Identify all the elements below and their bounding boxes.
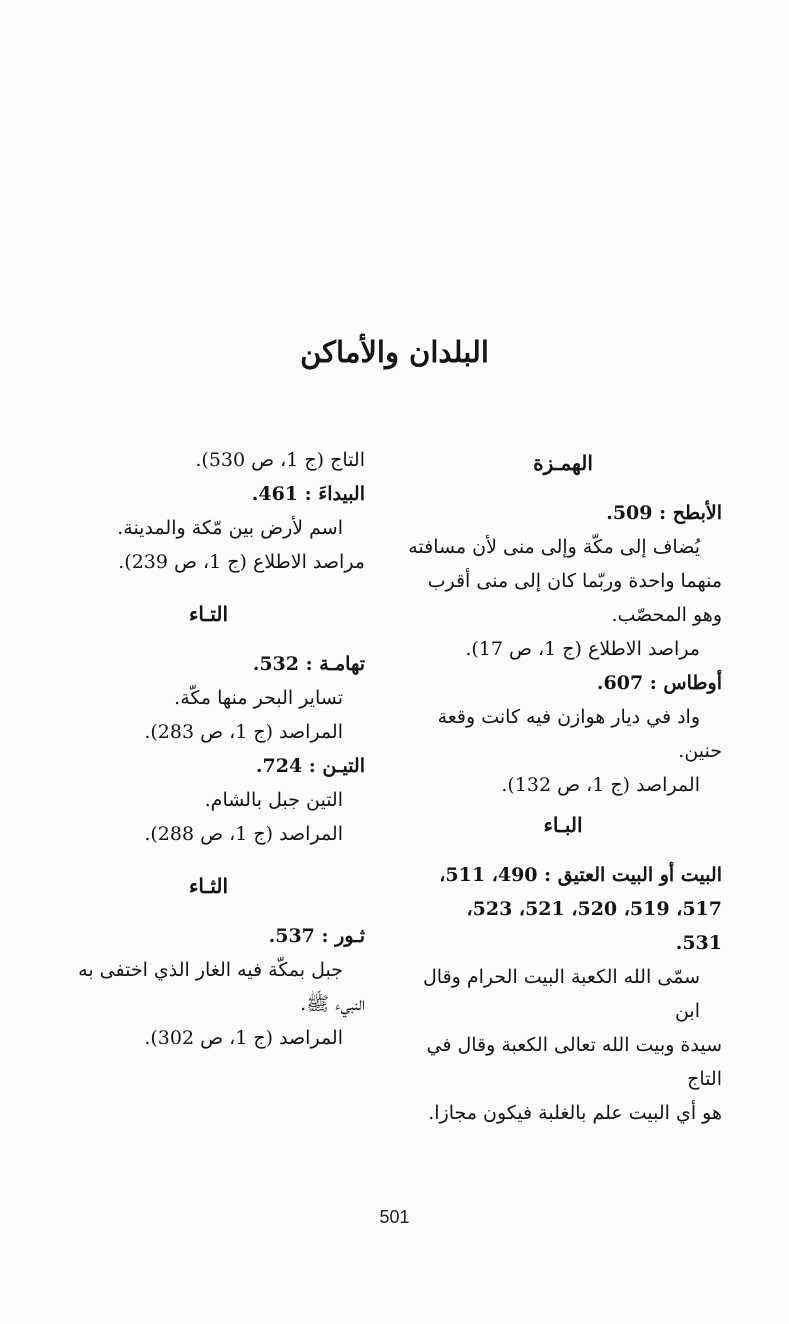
entry-text: وهو المحصّب. [611,604,722,626]
entry-reference: مراصد الاطلاع (ج 1، ص 17). [465,638,700,660]
left-column [40,443,365,1055]
entry-reference: المراصد (ج 1، ص 288). [144,823,343,845]
entry-text: يُضاف إلى مكّة وإلى منى لأن مسافته [408,536,700,558]
entry-heading: الأبطح : 509. [606,502,722,524]
entry-bayt [404,858,722,1130]
entry-text: واد في ديار هوازن فيه كانت وقعة [437,706,700,728]
entry-heading: أوطاس : 607. [596,672,722,694]
section-heading-ba: البـاء [543,813,583,837]
entry-heading: 531. [675,932,722,954]
entry-heading: تهامـة : 532. [252,653,365,675]
entry-text: حنين. [678,740,722,762]
entry-reference: المراصد (ج 1، ص 132). [501,774,700,796]
section-heading-tha: الثـاء [188,874,229,898]
entry-text: اسم لأرض بين مّكة والمدينة. [117,517,343,539]
entry-bayda [40,477,365,579]
section-heading-hamza: الهمـزة [533,451,593,475]
entry-text: سمّى الله الكعبة البيت الحرام وقال ابن [422,966,700,1022]
entry-text: سيدة وبيت الله تعالى الكعبة وقال في التاج [426,1034,722,1090]
entry-text: التين جبل بالشام. [204,789,343,811]
entry-heading: 517، 519، 520، 521، 523، [466,898,722,920]
entry-reference: المراصد (ج 1، ص 283). [144,721,343,743]
entry-text: منهما واحدة وربّما كان إلى منى أقرب [427,570,722,592]
page-title: البلدان والأماكن [300,335,489,369]
page-number: 501 [379,1207,410,1227]
entry-abtah [404,496,722,666]
entry-tihama [40,647,365,749]
entry-reference: مراصد الاطلاع (ج 1، ص 239). [118,551,365,573]
entry-text: جبل بمكّة فيه الغار الذي اختفى به [78,959,343,981]
entry-heading: التيـن : 724. [255,755,365,777]
entry-reference: المراصد (ج 1، ص 302). [144,1027,343,1049]
right-column [404,440,722,1130]
entry-text: تساير البحر منها مكّة. [174,687,343,709]
entry-reference: التاج (ج 1، ص 530). [195,449,365,471]
entry-heading: البيت أو البيت العتيق : 490، 511، [439,864,722,886]
entry-awtas [404,666,722,802]
entry-text: هو أي البيت علم بالغلبة فيكون مجازا. [428,1102,722,1124]
entry-heading: ثـور : 537. [268,925,365,947]
entry-heading: البيداءَ : 461. [251,483,365,505]
entry-thawr [40,919,365,1055]
entry-text: النبيء ﷺ. [300,993,365,1015]
section-heading-ta: التـاء [188,602,229,626]
entry-tin [40,749,365,851]
